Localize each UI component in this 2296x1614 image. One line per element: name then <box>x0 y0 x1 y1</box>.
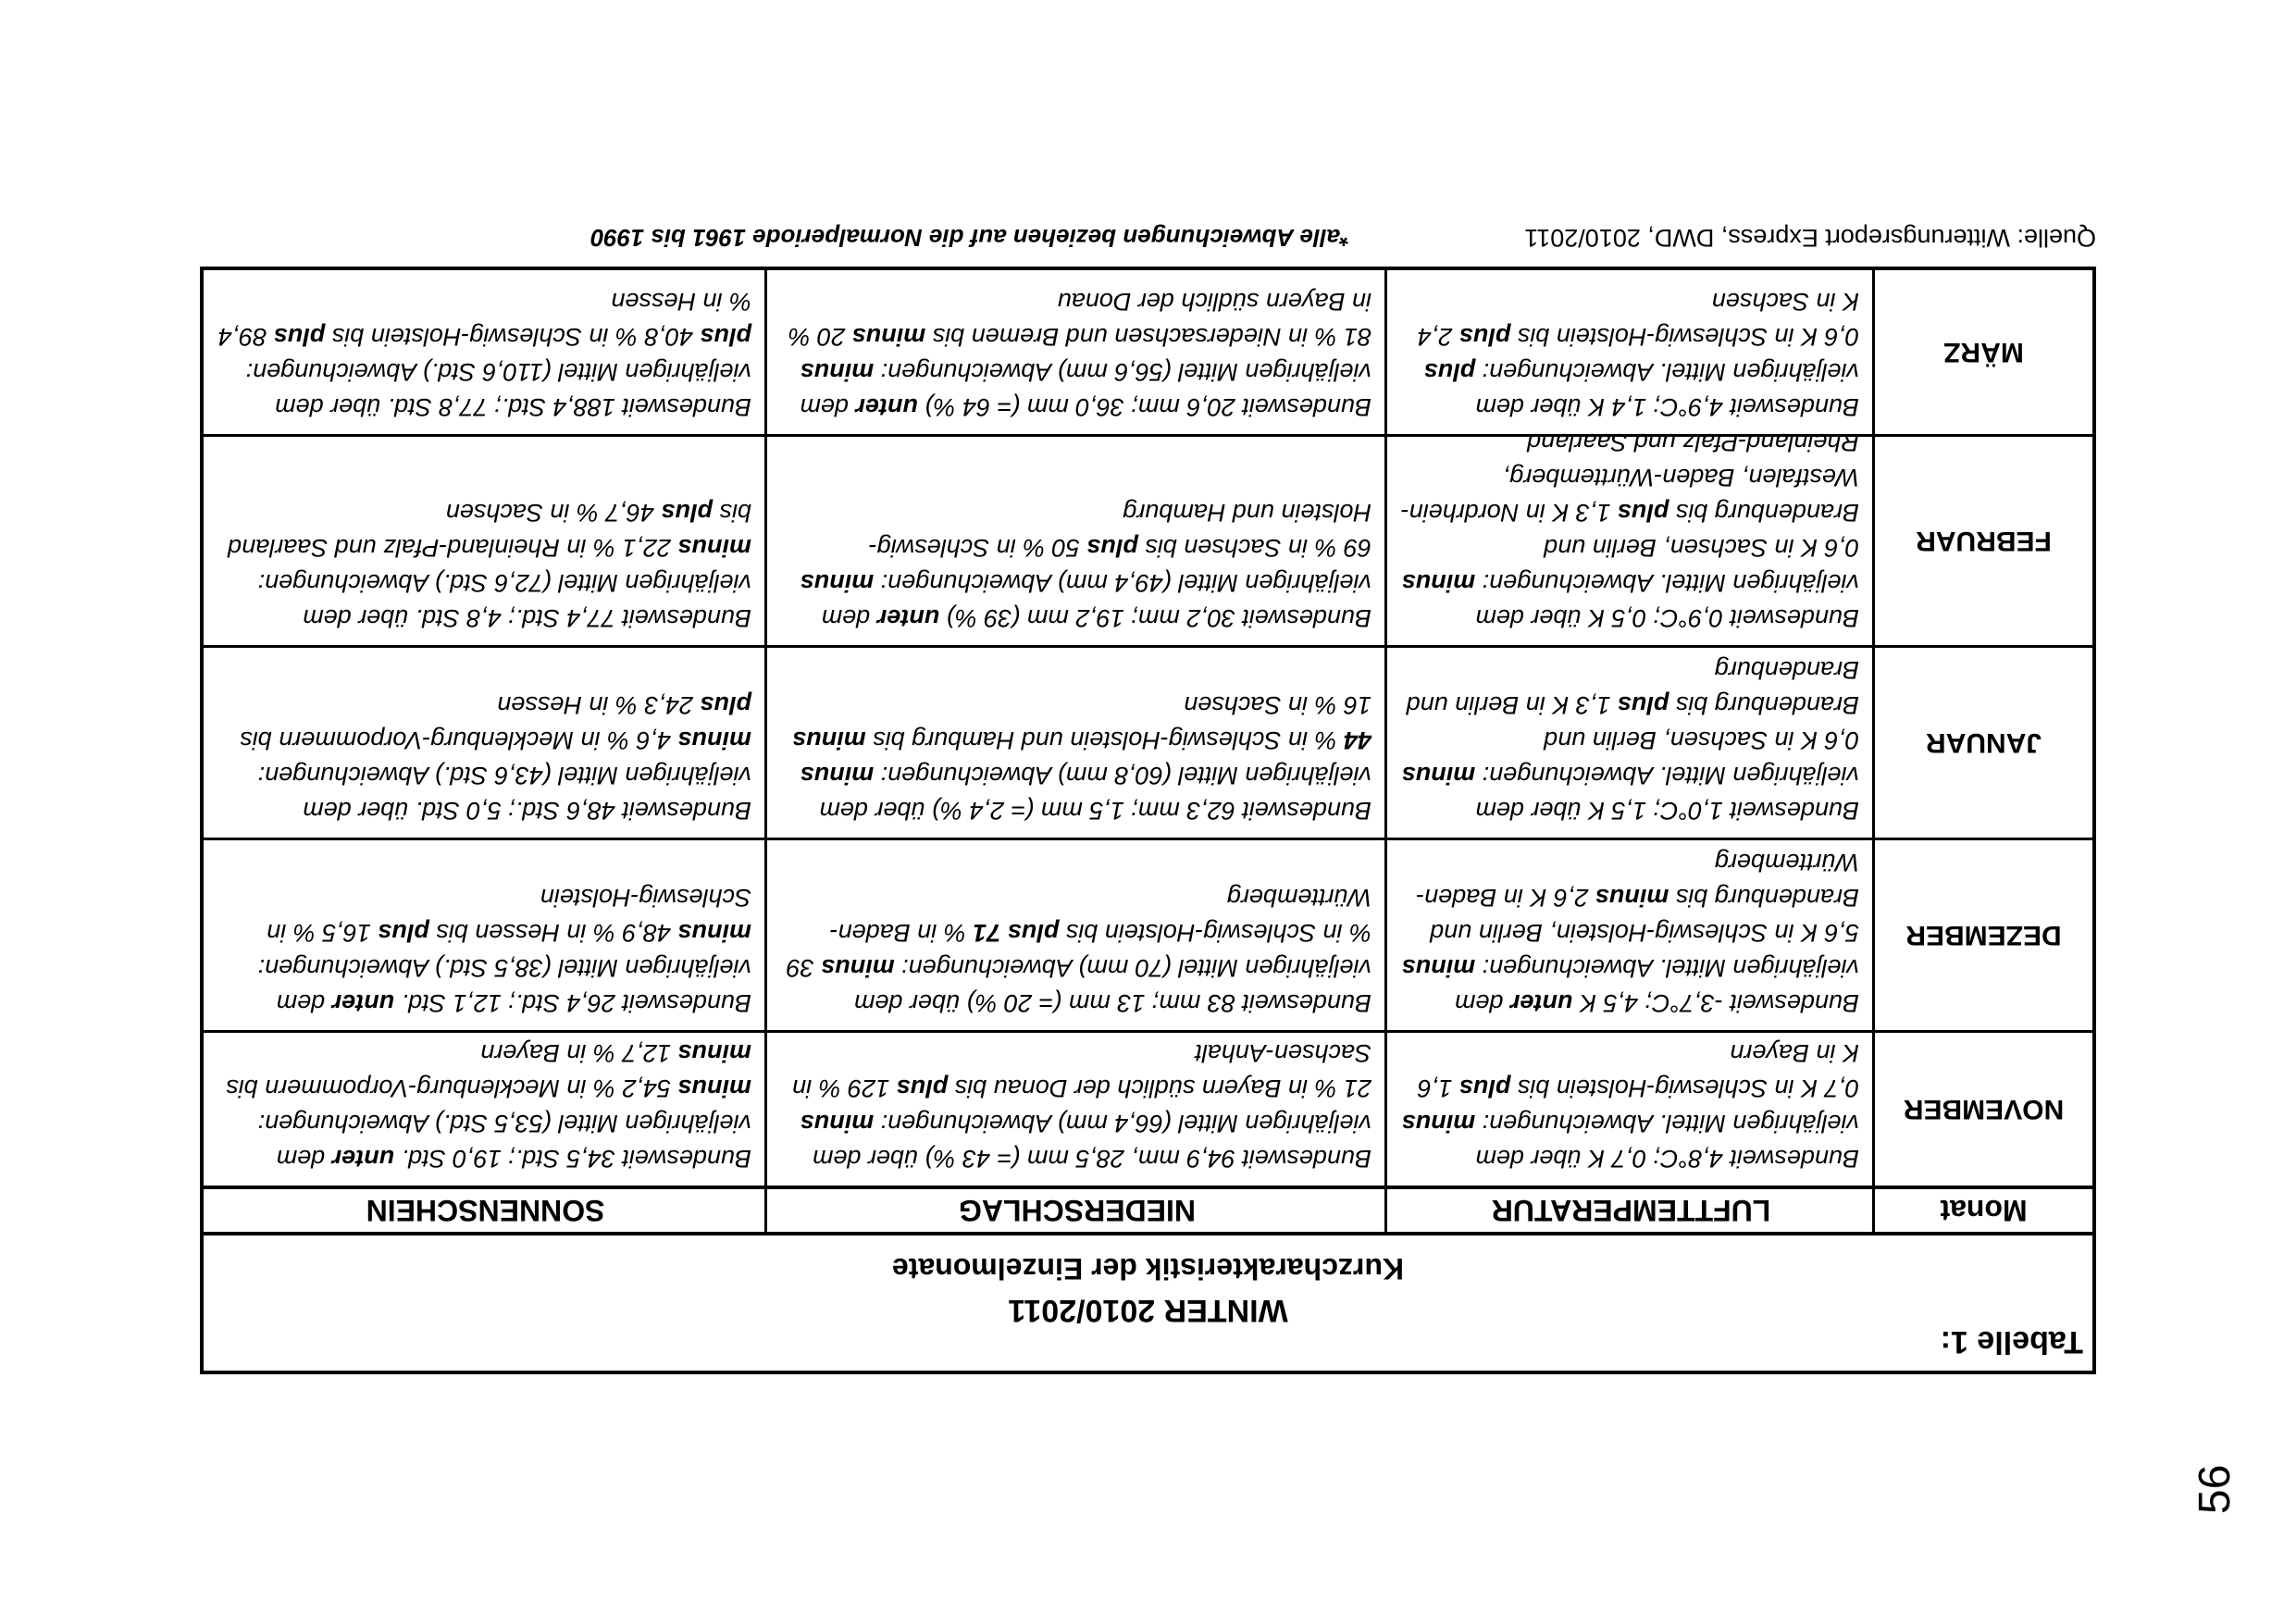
sun-cell: Bundesweit 34,5 Std.; 19,0 Std. unter dem vieljährigen Mittel (53,5 Std.) Abweichungen: minus 54,2 % in Mecklenburg-Vorpommern bis minus 12,7 % in Bayern <box>226 1039 751 1173</box>
col-head-sun: SONNENSCHEIN <box>204 1186 767 1232</box>
table-header <box>204 1232 2092 1371</box>
table-row <box>204 838 2092 1030</box>
month-cell: MÄRZ <box>1943 337 2024 368</box>
rain-cell: Bundesweit 62,3 mm; 1,5 mm (= 2,4 %) über dem vieljährigen Mittel (60,8 mm) Abweichungen: minus 44 % in Schleswig-Holstein und Hamburg bis minus 16 % in Sachsen <box>792 691 1371 825</box>
month-cell: FEBRUAR <box>1916 526 2052 557</box>
month-cell: DEZEMBER <box>1905 920 2062 951</box>
sun-cell: Bundesweit 77,4 Std.; 4,8 Std. über dem vieljährigen Mittel (72,6 Std.) Abweichungen: minus 22,1 % in Rheinland-Pfalz und Saarland bis plus 46,7 % in Sachsen <box>228 499 751 632</box>
table-row <box>204 645 2092 838</box>
temp-cell: Bundesweit 4,9°C; 1,4 K über dem vieljährigen Mittel. Abweichungen: plus 0,6 K in Schleswig-Holstein bis plus 2,4 K in Sachsen <box>1417 288 1859 421</box>
rain-cell: Bundesweit 20,6 mm; 36,0 mm (= 64 %) unter dem vieljährigen Mittel (56,6 mm) Abweichungen: minus 81 % in Niedersachsen und Bremen bis minus 20 % in Bayern südlich der Donau <box>788 288 1371 421</box>
col-head-month: Monat <box>1875 1186 2092 1232</box>
rain-cell: Bundesweit 94,9 mm, 28,5 mm (= 43 %) über dem vieljährigen Mittel (66,4 mm) Abweichungen: minus 21 % in Bayern südlich der Donau bis plus 129 % in Sachsen-Anhalt <box>792 1039 1371 1173</box>
table-body <box>204 270 2092 1186</box>
sun-cell: Bundesweit 26,4 Std.; 12,1 Std. unter dem vieljährigen Mittel (38,5 Std.) Abweichungen: minus 48,9 % in Hessen bis plus 16,5 % in Schleswig-Holstein <box>257 884 751 1017</box>
temp-cell: Bundesweit -3,7°C; 4,5 K unter dem vieljährigen Mittel. Abweichungen: minus 5,6 K in Schleswig-Holstein, Berlin und Brandenburg bis minus 2,6 K in Baden-Württemberg <box>1401 849 1859 1017</box>
col-head-temp: LUFTTEMPERATUR <box>1387 1186 1875 1232</box>
sun-cell: Bundesweit 188,4 Std.; 77,8 Std. über dem vieljährigen Mittel (110,6 Std.) Abweichungen: plus 40,8 % in Schleswig-Holstein bis plus 89,4 % in Hessen <box>217 288 751 421</box>
table-title: WINTER 2010/2011 <box>1008 1293 1288 1328</box>
page-number: 56 <box>2191 1464 2240 1514</box>
month-cell: NOVEMBER <box>1903 1094 2065 1125</box>
rain-cell: Bundesweit 83 mm; 13 mm (= 20 %) über dem vieljährigen Mittel (70 mm) Abweichungen: minus 39 % in Schleswig-Holstein bis plus 71 % in Baden-Württemberg <box>786 884 1371 1017</box>
table-row <box>204 270 2092 434</box>
table-row <box>204 1030 2092 1186</box>
temp-cell: Bundesweit 1,0°C; 1,5 K über dem vieljährigen Mittel. Abweichungen: minus 0,6 K in Sachsen, Berlin und Brandenburg bis plus 1,3 K in Berlin und Brandenburg <box>1401 656 1859 825</box>
table-subtitle: Kurzcharakteristik der Einzelmonate <box>891 1252 1405 1285</box>
temp-cell: Bundesweit 0,9°C; 0,5 K über dem vieljährigen Mittel. Abweichungen: minus 0,6 K in Sachsen, Berlin und Brandenburg bis plus 1,3 K in Nordrhein-Westfalen, Baden-Württemberg, Rheinland-Pfalz und Saarland <box>1400 428 1859 632</box>
col-head-rain: NIEDERSCHLAG <box>767 1186 1387 1232</box>
sun-cell: Bundesweit 48,6 Std.; 5,0 Std. über dem vieljährigen Mittel (43,6 Std.) Abweichungen: minus 4,6 % in Mecklenburg-Vorpommern bis plus 24,3 % in Hessen <box>240 691 751 825</box>
source-note: Quelle: Witterungsreport Express, DWD, 2010/2011 <box>1524 224 2096 252</box>
climate-table <box>200 267 2096 1374</box>
table-row <box>204 428 2092 645</box>
temp-cell: Bundesweit 4,8°C; 0,7 K über dem vieljährigen Mittel. Abweichungen: minus 0,7 K in Schleswig-Holstein bis plus 1,6 K in Bayern <box>1401 1039 1859 1173</box>
rain-cell: Bundesweit 30,2 mm; 19,2 mm (39 %) unter dem vieljährigen Mittel (49,4 mm) Abweichungen: minus 69 % in Sachsen bis plus 50 % in Schleswig-Holstein und Hamburg <box>800 499 1371 632</box>
table-label: Tabelle 1: <box>1940 1324 2083 1359</box>
month-cell: JANUAR <box>1926 727 2042 759</box>
footnote: *alle Abweichungen beziehen auf die Normalperiode 1961 bis 1990 <box>590 224 1349 252</box>
